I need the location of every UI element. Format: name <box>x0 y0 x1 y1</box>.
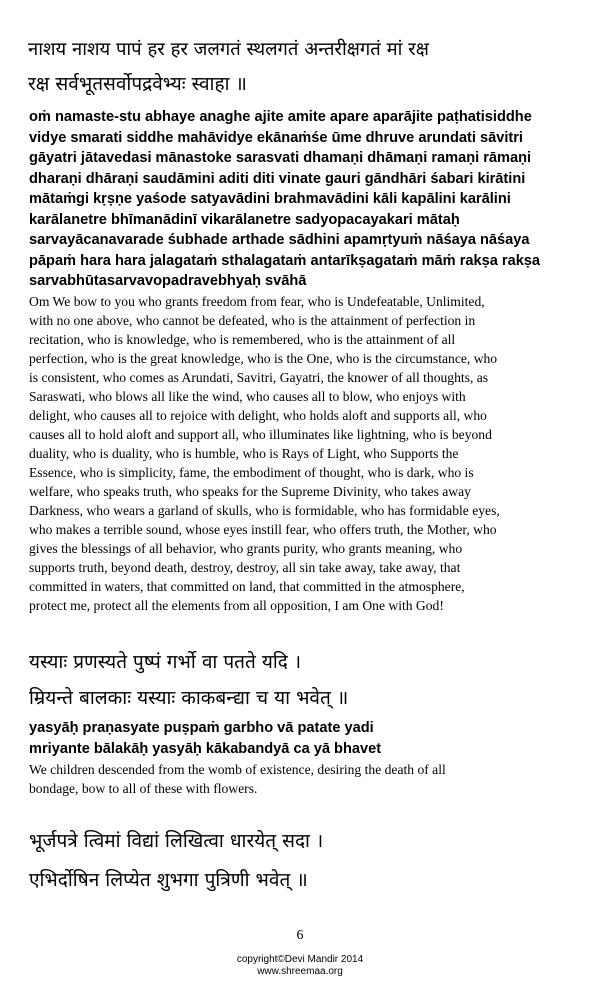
translation-line: protect me, protect all the elements from all opposition, I am One with God! <box>29 598 444 613</box>
translation-line: perfection, who is the great knowledge, who is the One, who is the circumstance, who <box>29 351 498 366</box>
sanskrit-line: नाशय नाशय पापं हर हर जलगतं स्थलगतं अन्तरीक्षगतं मां रक्ष <box>28 39 429 60</box>
translation-line: Saraswati, who blows all like the wind, who causes all to blow, who enjoys with <box>29 389 466 404</box>
sanskrit-line: रक्ष सर्वभूतसर्वोपद्रवेभ्यः स्वाहा ॥ <box>28 73 247 95</box>
translation-line: delight, who causes all to rejoice with delight, who holds aloft and supports all, who <box>29 408 487 423</box>
translation-line: is consistent, who comes as Arundati, Savitri, Gayatri, the knower of all thoughts, as <box>29 370 489 385</box>
transliteration-line: oṁ namaste-stu abhaye anaghe ajite amite apare aparājite paṭhatisiddhe <box>29 109 532 125</box>
transliteration-line: mriyante bālakāḥ yasyāḥ kākabandyā ca yā bhavet <box>29 740 382 757</box>
website-link[interactable]: www.shreemaa.org <box>257 966 343 977</box>
translation-line: Darkness, who wears a garland of skulls, who is formidable, who has formidable eyes, <box>29 503 500 518</box>
sanskrit-verse-3 <box>29 822 589 900</box>
sanskrit-line: यस्याः प्रणस्यते पुष्पं गर्भो वा पतते यदि । <box>29 651 302 673</box>
translation-line: committed in waters, that committed on land, that committed in the atmosphere, <box>29 579 465 594</box>
copyright-text: copyright©Devi Mandir 2014 <box>236 954 364 965</box>
sanskrit-verse-1 <box>28 33 588 101</box>
transliteration-line: karālanetre bhīmanādinī vikarālanetre sadyopacayakari mātaḥ <box>29 211 460 228</box>
translation-line: who makes a terrible sound, whose eyes instill fear, who offers truth, the Mother, who <box>29 522 497 537</box>
transliteration-line: mātaṁgi kṛṣṇe yaśode satyavādini brahmavādini kāli kapālini karālini <box>29 191 511 207</box>
transliteration-block-2 <box>29 718 589 759</box>
transliteration-line: gāyatri jātavedasi mānastoke sarasvati dhamaṇi dhāmaṇi ramaṇi rāmaṇi <box>29 150 532 166</box>
translation-line: supports truth, beyond death, destroy, destroy, all sin take away, take away, that <box>29 560 461 575</box>
transliteration-line: pāpaṁ hara hara jalagataṁ sthalagataṁ antarīkṣagataṁ māṁ rakṣa rakṣa <box>29 252 541 269</box>
translation-block-1 <box>29 292 594 615</box>
sanskrit-verse-2 <box>29 644 589 716</box>
page-footer <box>0 927 600 978</box>
transliteration-block-1 <box>29 107 589 292</box>
sanskrit-line: म्रियन्ते बालकाः यस्याः काकबन्द्या च या भवेत् ॥ <box>29 687 349 709</box>
sanskrit-line: भूर्जपत्रे त्विमां विद्यां लिखित्वा धारयेत् सदा । <box>29 830 324 852</box>
translation-line: welfare, who speaks truth, who speaks for the Supreme Divinity, who takes away <box>29 484 471 499</box>
translation-line: We children descended from the womb of existence, desiring the death of all <box>29 762 446 777</box>
transliteration-line: vidye smarati siddhe mahāvidye ekānaṁśe ūme dhruve arundati sāvitri <box>29 129 523 146</box>
translation-line: Om We bow to you who grants freedom from fear, who is Undefeatable, Unlimited, <box>29 294 485 309</box>
translation-line: causes all to hold aloft and support all, who illuminates like lightning, who is beyond <box>29 427 492 442</box>
translation-line: Essence, who is simplicity, fame, the embodiment of thought, who is dark, who is <box>29 465 474 480</box>
transliteration-line: dharaṇi dhāraṇi saudāmini aditi diti vinate gauri gāndhāri śabari kirātini <box>29 170 526 187</box>
page-number: 6 <box>296 928 304 943</box>
translation-line: bondage, bow to all of these with flowers. <box>29 781 258 796</box>
translation-line: recitation, who is knowledge, who is remembered, who is the attainment of all <box>29 332 456 347</box>
translation-line: duality, who is duality, who is humble, who is Rays of Light, who Supports the <box>29 446 459 461</box>
sanskrit-line: एभिर्दोषिन लिप्येत शुभगा पुत्रिणी भवेत् ॥ <box>29 869 308 891</box>
translation-line: gives the blessings of all behavior, who grants purity, who grants meaning, who <box>29 541 463 556</box>
transliteration-line: sarvabhūtasarvavopadravebhyaḥ svāhā <box>29 273 307 289</box>
translation-block-2 <box>29 760 594 798</box>
transliteration-line: yasyāḥ praṇasyate puṣpaṁ garbho vā patate yadi <box>29 720 374 736</box>
transliteration-line: sarvayācanavarade śubhade arthade sādhini apamṛtyuṁ nāśaya nāśaya <box>29 232 530 248</box>
translation-line: with no one above, who cannot be defeated, who is the attainment of perfection in <box>29 313 476 328</box>
